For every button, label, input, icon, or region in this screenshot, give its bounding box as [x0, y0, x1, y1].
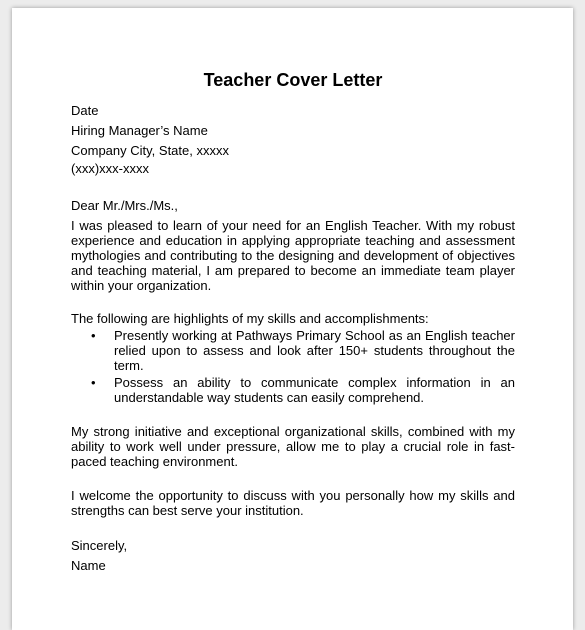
intro-paragraph: I was pleased to learn of your need for an English Teacher. With my robust experience and education in applying appropriate teaching and assessment mythologies and contributing to the designing and development of objectives and teaching material, I am prepared to become an immediate team player within your organization.	[71, 218, 515, 293]
list-item-text: Presently working at Pathways Primary School as an English teacher relied upon to assess and look after 150+ students throughout the term.	[114, 328, 515, 373]
company-address-line: Company City, State, xxxxx	[71, 143, 229, 158]
phone-line: (xxx)xxx-xxxx	[71, 161, 149, 176]
document-page	[12, 8, 573, 630]
highlights-list	[71, 328, 515, 407]
highlights-intro: The following are highlights of my skills and accomplishments:	[71, 311, 429, 326]
bullet-icon: •	[91, 375, 96, 390]
list-item-text: Possess an ability to communicate complex information in an understandable way students can easily comprehend.	[114, 375, 515, 405]
signature-name: Name	[71, 558, 106, 573]
hiring-manager-line: Hiring Manager’s Name	[71, 123, 208, 138]
list-item	[71, 375, 515, 405]
salutation: Dear Mr./Mrs./Ms.,	[71, 198, 178, 213]
date-line: Date	[71, 103, 99, 118]
closing-line: Sincerely,	[71, 538, 128, 553]
skills-paragraph: My strong initiative and exceptional organizational skills, combined with my ability to work well under pressure, allow me to play a crucial role in fast-paced teaching environment.	[71, 424, 515, 469]
closing-paragraph: I welcome the opportunity to discuss with you personally how my skills and strengths can best serve your institution.	[71, 488, 515, 518]
bullet-icon: •	[91, 328, 96, 343]
list-item	[71, 328, 515, 373]
letter-title: Teacher Cover Letter	[203, 70, 383, 90]
